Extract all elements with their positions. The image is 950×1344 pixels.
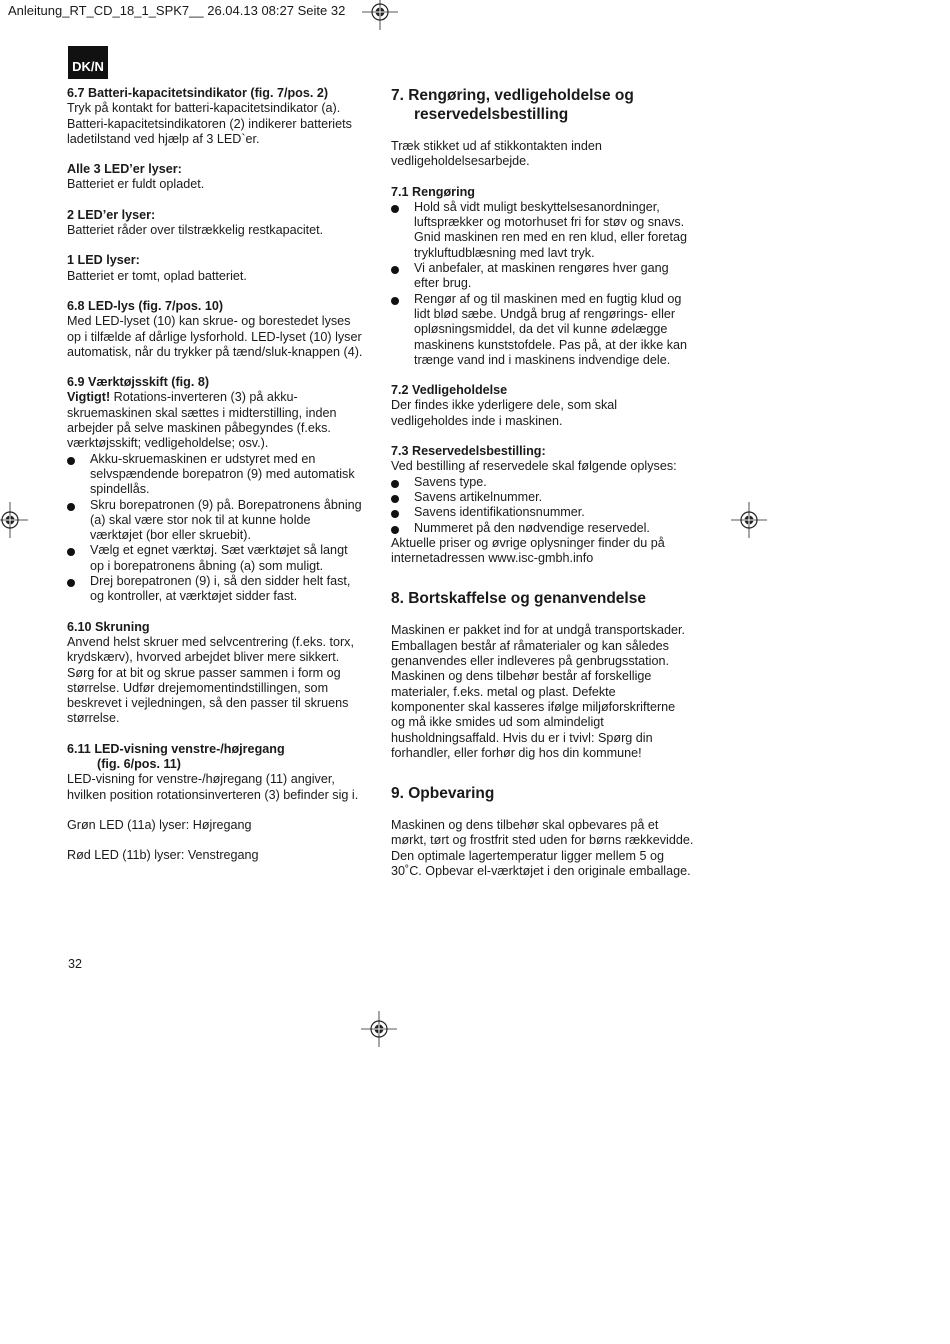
list-item <box>391 490 709 505</box>
section-heading: 7.1 Rengøring <box>391 184 475 199</box>
list-item-line: trænge vand ind i maskinens indvendige dele. <box>414 352 671 367</box>
list-item-line: Savens artikelnummer. <box>414 489 543 504</box>
section-heading: 6.11 LED-visning venstre-/højregang <box>67 741 285 756</box>
paragraph-line: værktøjsskift; vedligeholdelse; osv.). <box>67 436 269 451</box>
list-item-line: Gnid maskinen ren med en ren klud, eller foretag <box>414 230 688 245</box>
list-item-line: Drej borepatronen (9) i, så den sidder helt fast, <box>90 574 351 589</box>
list-item-line: op i borepatronens åbning (a) som muligt. <box>90 558 324 573</box>
list-item <box>391 505 709 520</box>
paragraph-line: arbejder på selve maskinen påbegyndes (f.eks. <box>67 421 331 436</box>
paragraph-line: Træk stikket ud af stikkontakten inden <box>391 139 602 153</box>
list-item-line: værktøjet (bor eller skruebit). <box>90 528 251 543</box>
paragraph-line: Der findes ikke yderligere dele, som skal <box>391 398 618 413</box>
list-item-line: Savens type. <box>414 474 487 489</box>
paragraph-line: størrelse. <box>67 711 120 726</box>
paragraph-line: LED-visning for venstre-/højregang (11) angiver, <box>67 772 335 787</box>
section-heading: 7.3 Reservedelsbestilling: <box>391 444 546 459</box>
list-item-line: Vælg et egnet værktøj. Sæt værktøjet så langt <box>90 543 348 558</box>
list-item-line: luftsprækker og motorhuset fri for støv og snavs. <box>414 215 685 230</box>
paragraph-line: og må ikke smides ud som almindeligt <box>391 715 604 730</box>
registration-mark-icon <box>0 502 28 538</box>
list-item <box>67 452 367 498</box>
paragraph-line: komponenter skal kasseres ifølge miljøforskrifterne <box>391 699 676 714</box>
section-heading: 6.8 LED-lys (fig. 7/pos. 10) <box>67 298 224 313</box>
subheading: Alle 3 LED’er lyser: <box>67 162 182 177</box>
paragraph-line: Rød LED (11b) lyser: Venstregang <box>67 848 259 863</box>
chapter-heading: reservedelsbestilling <box>414 106 569 123</box>
paragraph-line: Anvend helst skruer med selvcentrering (f.eks. torx, <box>67 634 354 649</box>
paragraph-line: op i tilfælde af dårlige lysforhold. LED-lyset (10) lyser <box>67 329 362 344</box>
list-item-line: efter brug. <box>414 276 472 291</box>
paragraph-text: Rotations-inverteren (3) på akku- <box>110 390 298 405</box>
list-item-line: spindellås. <box>90 482 150 497</box>
paragraph-line: forhandler, eller forhør dig hos din kommune! <box>391 745 642 760</box>
paragraph-line: Den optimale lagertemperatur ligger mellem 5 og <box>391 848 664 863</box>
list-item-line: og kontroller, at værktøjet sidder fast. <box>90 589 298 604</box>
paragraph-line: Grøn LED (11a) lyser: Højregang <box>67 817 252 832</box>
paragraph-line: hvilken position rotationsinverteren (3) befinder sig i. <box>67 787 359 802</box>
list-item-line: selvspændende borepatron (9) med automatisk <box>90 466 355 481</box>
list-item <box>391 475 709 490</box>
list-item <box>391 200 709 261</box>
list-item-line: opløsningsmiddel, da det vil kunne ødelægge <box>414 322 668 337</box>
paragraph-line: Maskinen er pakket ind for at undgå transportskader. <box>391 623 686 638</box>
paragraph-line: størrelse. Udfør drejemomentindstillingen, som <box>67 680 329 695</box>
registration-mark-icon <box>731 502 767 538</box>
chapter-heading: 8. Bortskaffelse og genanvendelse <box>391 590 646 608</box>
list-item <box>67 574 367 605</box>
section-heading: 7.2 Vedligeholdelse <box>391 383 508 398</box>
list-item-line: Rengør af og til maskinen med en fugtig klud og <box>414 291 682 306</box>
paragraph-line: Ved bestilling af reservedele skal følgende oplyses: <box>391 459 677 474</box>
paragraph-line: husholdningsaffald. Hvis du er i tvivl: Spørg din <box>391 730 653 745</box>
list-item-line: lidt blød sæbe. Undgå brug af rengørings- eller <box>414 306 676 321</box>
chapter-heading: 9. Opbevaring <box>391 785 495 803</box>
paragraph-line <box>67 390 367 405</box>
list-item-line: Savens identifikationsnummer. <box>414 505 585 520</box>
paragraph-line: Sørg for at bit og skrue passer sammen i form og <box>67 665 341 680</box>
paragraph-line: skruemaskinen skal sættes i midterstilling, inden <box>67 405 337 420</box>
paragraph-line: Tryk på kontakt for batteri-kapacitetsindikator (a). <box>67 101 341 116</box>
right-column <box>391 86 709 879</box>
paragraph-line: beskrevet i vejledningen, så den passer til skruens <box>67 696 349 711</box>
chapter-heading: 7. Rengøring, vedligeholdelse og <box>391 87 634 104</box>
paragraph-line: genanvendes eller indleveres på genbrugsstation. <box>391 654 669 669</box>
paragraph-line: Aktuelle priser og øvrige oplysninger finder du på <box>391 535 665 550</box>
paragraph-line: krydskærv), hvorved arbejdet bliver mere sikkert. <box>67 650 340 665</box>
list-item-line: Skru borepatronen (9) på. Borepatronens åbning <box>90 497 362 512</box>
paragraph-line: automatisk, når du trykker på tænd/sluk-knappen (4). <box>67 344 363 359</box>
paragraph-line: internetadressen www.isc-gmbh.info <box>391 551 594 566</box>
section-heading: 6.9 Værktøjsskift (fig. 8) <box>67 375 210 390</box>
page-number: 32 <box>68 957 83 971</box>
list-item-line: maskinens kunststofdele. Pas på, at der ikke kan <box>414 337 688 352</box>
paragraph-line: Batteriet er tomt, oplad batteriet. <box>67 268 247 283</box>
paragraph-line: Maskinen og dens tilbehør skal opbevares på et <box>391 818 659 833</box>
paragraph-line: mørkt, tørt og frostfrit sted uden for børns rækkevidde. <box>391 833 694 848</box>
registration-mark-icon <box>361 1011 397 1047</box>
list-item-line: Akku-skruemaskinen er udstyret med en <box>90 451 316 466</box>
file-header-line: Anleitung_RT_CD_18_1_SPK7__ 26.04.13 08:27 Seite 32 <box>8 3 346 18</box>
language-badge: DK/N <box>68 46 108 79</box>
subheading: 1 LED lyser: <box>67 253 140 268</box>
paragraph-line: ladetilstand ved hjælp af 3 LED`er. <box>67 131 260 146</box>
paragraph-line: Maskinen og dens tilbehør består af forskellige <box>391 669 652 684</box>
section-heading: 6.10 Skruning <box>67 619 150 634</box>
list-item-line: (a) skal være stor nok til at kunne holde <box>90 512 311 527</box>
list-item <box>391 261 709 292</box>
section-heading: (fig. 6/pos. 11) <box>97 756 181 771</box>
section-heading: 6.7 Batteri-kapacitetsindikator (fig. 7/pos. 2) <box>67 86 329 100</box>
left-column <box>67 86 367 863</box>
list-item <box>391 521 709 536</box>
list-item <box>67 543 367 574</box>
list-item <box>391 292 709 368</box>
registration-mark-icon <box>362 0 398 30</box>
paragraph-line: vedligeholdes inde i maskinen. <box>391 413 563 428</box>
important-label: Vigtigt! <box>67 390 111 405</box>
subheading: 2 LED’er lyser: <box>67 207 156 222</box>
paragraph-line: Med LED-lyset (10) kan skrue- og borestedet lyses <box>67 314 351 329</box>
paragraph-line: vedligeholdelsesarbejde. <box>391 154 530 169</box>
paragraph-line: Batteri-kapacitetsindikatoren (2) indikerer batteriets <box>67 116 352 131</box>
paragraph-line: Batteriet er fuldt opladet. <box>67 177 205 192</box>
paragraph-line: Emballagen består af råmaterialer og kan således <box>391 638 669 653</box>
paragraph-line: materialer, f.eks. metal og plast. Defekte <box>391 684 616 699</box>
list-item-line: Nummeret på den nødvendige reservedel. <box>414 520 650 535</box>
list-item-line: Vi anbefaler, at maskinen rengøres hver gang <box>414 261 669 276</box>
paragraph-line: Batteriet råder over tilstrækkelig restkapacitet. <box>67 223 324 238</box>
paragraph-line: 30˚C. Opbevar el-værktøjet i den originale emballage. <box>391 863 691 878</box>
list-item <box>67 498 367 544</box>
list-item-line: Hold så vidt muligt beskyttelsesanordninger, <box>414 199 660 214</box>
list-item-line: trykluftudblæsning med lavt tryk. <box>414 245 595 260</box>
